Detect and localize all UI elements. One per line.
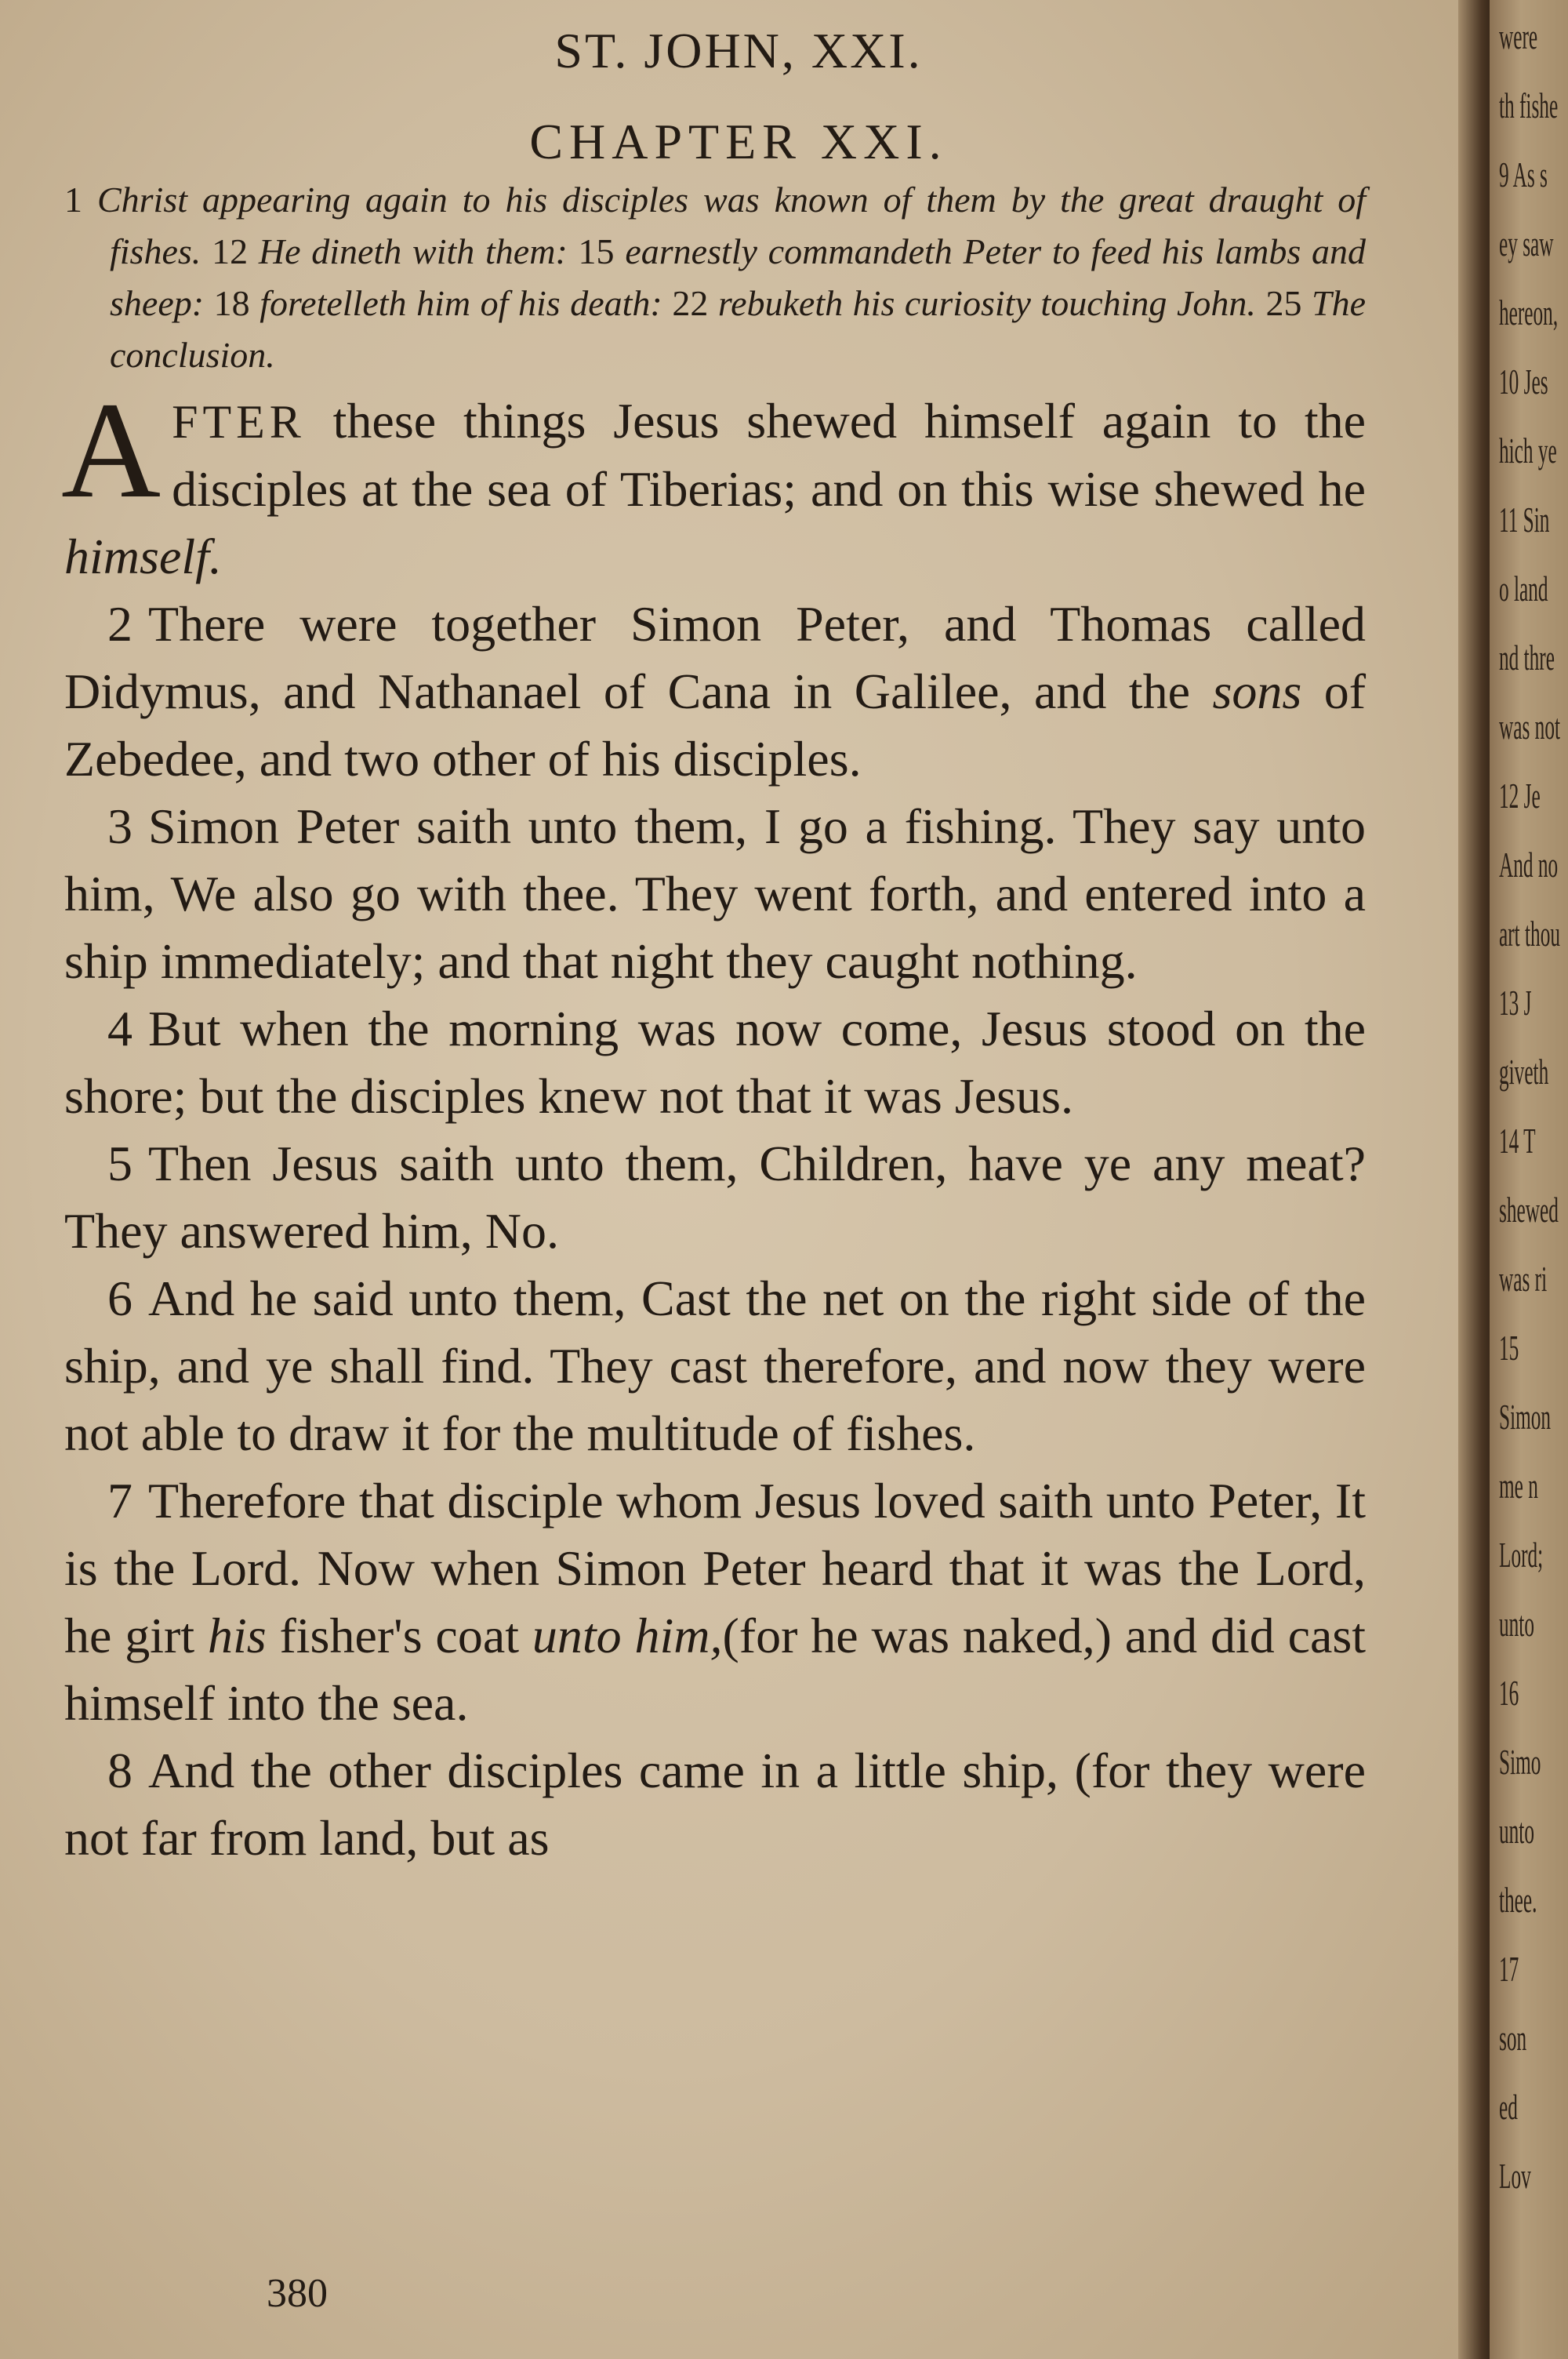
next-page-fragment: 9 As s bbox=[1499, 154, 1548, 194]
summary-number: 15 bbox=[578, 231, 615, 271]
next-page-fragment: unto bbox=[1499, 1811, 1534, 1851]
verse-8 bbox=[64, 1737, 1366, 1872]
summary-text: He dineth with them: bbox=[258, 231, 568, 271]
next-page-fragment: giveth bbox=[1499, 1052, 1549, 1092]
page-content bbox=[61, 22, 1367, 1872]
verse-text: Simon Peter saith unto them, I go a fishing. They say unto him, We also go with thee. They went forth, and entered into a ship immediately; and that night they caught nothing. bbox=[64, 798, 1366, 989]
verse-7 bbox=[64, 1467, 1366, 1737]
next-page-edge bbox=[1490, 0, 1568, 2359]
next-page-fragment: 16 bbox=[1499, 1673, 1519, 1713]
next-page-fragment: Lov bbox=[1499, 2156, 1531, 2196]
next-page-fragment: th fishe bbox=[1499, 85, 1559, 125]
verse-number: 7 bbox=[107, 1473, 132, 1528]
verse-text: of Zebedee, and two other of his disciples. bbox=[64, 663, 1367, 787]
next-page-fragment: was not bbox=[1499, 707, 1561, 747]
next-page-fragment: Simo bbox=[1499, 1742, 1541, 1782]
next-page-fragment: son bbox=[1499, 2018, 1527, 2058]
verse-number: 3 bbox=[107, 798, 132, 854]
verse-opening-smallcaps: FTER bbox=[172, 396, 306, 448]
next-page-fragment: 11 Sin bbox=[1499, 500, 1550, 540]
verse-2 bbox=[64, 591, 1366, 793]
next-page-fragment: 15 bbox=[1499, 1328, 1519, 1368]
verse-6 bbox=[64, 1265, 1366, 1467]
next-page-fragment: o land bbox=[1499, 569, 1548, 609]
next-page-fragment: shewed bbox=[1499, 1190, 1559, 1230]
next-page-fragment: Simon bbox=[1499, 1397, 1552, 1437]
summary-text: The conclusion. bbox=[110, 283, 1367, 375]
verse-number: 8 bbox=[107, 1743, 132, 1798]
verse-text: And the other disciples came in a little ship, (for they were not far from land, but as bbox=[64, 1743, 1366, 1866]
summary-number: 22 bbox=[672, 283, 709, 323]
verse-text: But when the morning was now come, Jesus stood on the shore; but the disciples knew not that it was Jesus. bbox=[64, 1001, 1366, 1124]
summary-text: Christ appearing again to his disciples was known of them by the great draught of fishes. bbox=[96, 180, 1366, 271]
verse-text: fisher's coat bbox=[279, 1608, 520, 1663]
next-page-fragment: 10 Jes bbox=[1499, 362, 1548, 402]
next-page-fragment: were bbox=[1499, 16, 1538, 56]
summary-number: 18 bbox=[213, 283, 250, 323]
verse-text: Therefore that disciple whom Jesus loved saith unto Peter, It is the Lord. Now when Simon Peter heard that it was the Lord, he girt bbox=[64, 1473, 1366, 1663]
verse-text: Then Jesus saith unto them, Children, have ye any meat? They answered him, No. bbox=[64, 1136, 1366, 1259]
verse-number: 5 bbox=[107, 1136, 132, 1191]
next-page-fragment: ed bbox=[1499, 2087, 1518, 2127]
summary-text: earnestly commandeth Peter to feed his lambs and sheep: bbox=[110, 231, 1367, 323]
chapter-title: CHAPTER XXI. bbox=[529, 114, 948, 169]
verse-text: these things Jesus shewed himself again to the disciples at the sea of Tiberias; and on this wise shewed he bbox=[172, 393, 1366, 517]
next-page-fragment: hich ye bbox=[1499, 431, 1557, 471]
summary-text: foretelleth him of his death: bbox=[260, 283, 662, 323]
verse-5 bbox=[64, 1130, 1366, 1265]
next-page-fragment: ey saw bbox=[1499, 224, 1554, 264]
verse-italic: unto him, bbox=[532, 1608, 723, 1663]
next-page-fragment: 17 bbox=[1499, 1949, 1519, 1989]
next-page-fragment: And no bbox=[1499, 845, 1559, 885]
summary-number: 25 bbox=[1265, 283, 1302, 323]
drop-cap: A bbox=[61, 374, 162, 527]
next-page-fragment: 14 T bbox=[1499, 1121, 1536, 1161]
verse-4 bbox=[64, 995, 1366, 1130]
verse-3 bbox=[64, 793, 1366, 995]
verse-italic: sons bbox=[1212, 663, 1302, 719]
verse-1 bbox=[61, 374, 1366, 591]
verse-italic: his bbox=[207, 1608, 267, 1663]
page-number: 380 bbox=[267, 2271, 328, 2316]
verse-text: And he said unto them, Cast the net on the right side of the ship, and ye shall find. They cast therefore, and now they were not able to draw it for the multitude of fishes. bbox=[64, 1270, 1366, 1461]
next-page-fragment: thee. bbox=[1499, 1880, 1537, 1920]
summary-number: 12 bbox=[212, 231, 249, 271]
verse-text: (for he was naked,) and did cast himself into the sea. bbox=[64, 1608, 1367, 1731]
summary-number: 1 bbox=[64, 180, 82, 220]
next-page-fragment: 13 J bbox=[1499, 983, 1532, 1023]
next-page-fragment: 12 Je bbox=[1499, 776, 1541, 816]
summary-text: rebuketh his curiosity touching John. bbox=[717, 283, 1256, 323]
next-page-fragment: Lord; bbox=[1499, 1535, 1544, 1575]
chapter-summary bbox=[64, 174, 1366, 381]
verse-text: There were together Simon Peter, and Thomas called Didymus, and Nathanael of Cana in Galilee, and the bbox=[64, 596, 1366, 719]
next-page-fragment: me n bbox=[1499, 1466, 1538, 1506]
verse-italic: himself. bbox=[64, 529, 222, 584]
verse-number: 2 bbox=[107, 596, 132, 652]
next-page-fragment: unto bbox=[1499, 1604, 1534, 1644]
running-head: ST. JOHN, XXI. bbox=[554, 23, 923, 78]
next-page-fragment: nd thre bbox=[1499, 638, 1555, 678]
next-page-fragment: art thou bbox=[1499, 914, 1560, 954]
verse-number: 4 bbox=[107, 1001, 132, 1056]
next-page-fragment: was ri bbox=[1499, 1259, 1548, 1299]
next-page-fragment: hereon, bbox=[1499, 293, 1559, 333]
verse-number: 6 bbox=[107, 1270, 132, 1326]
